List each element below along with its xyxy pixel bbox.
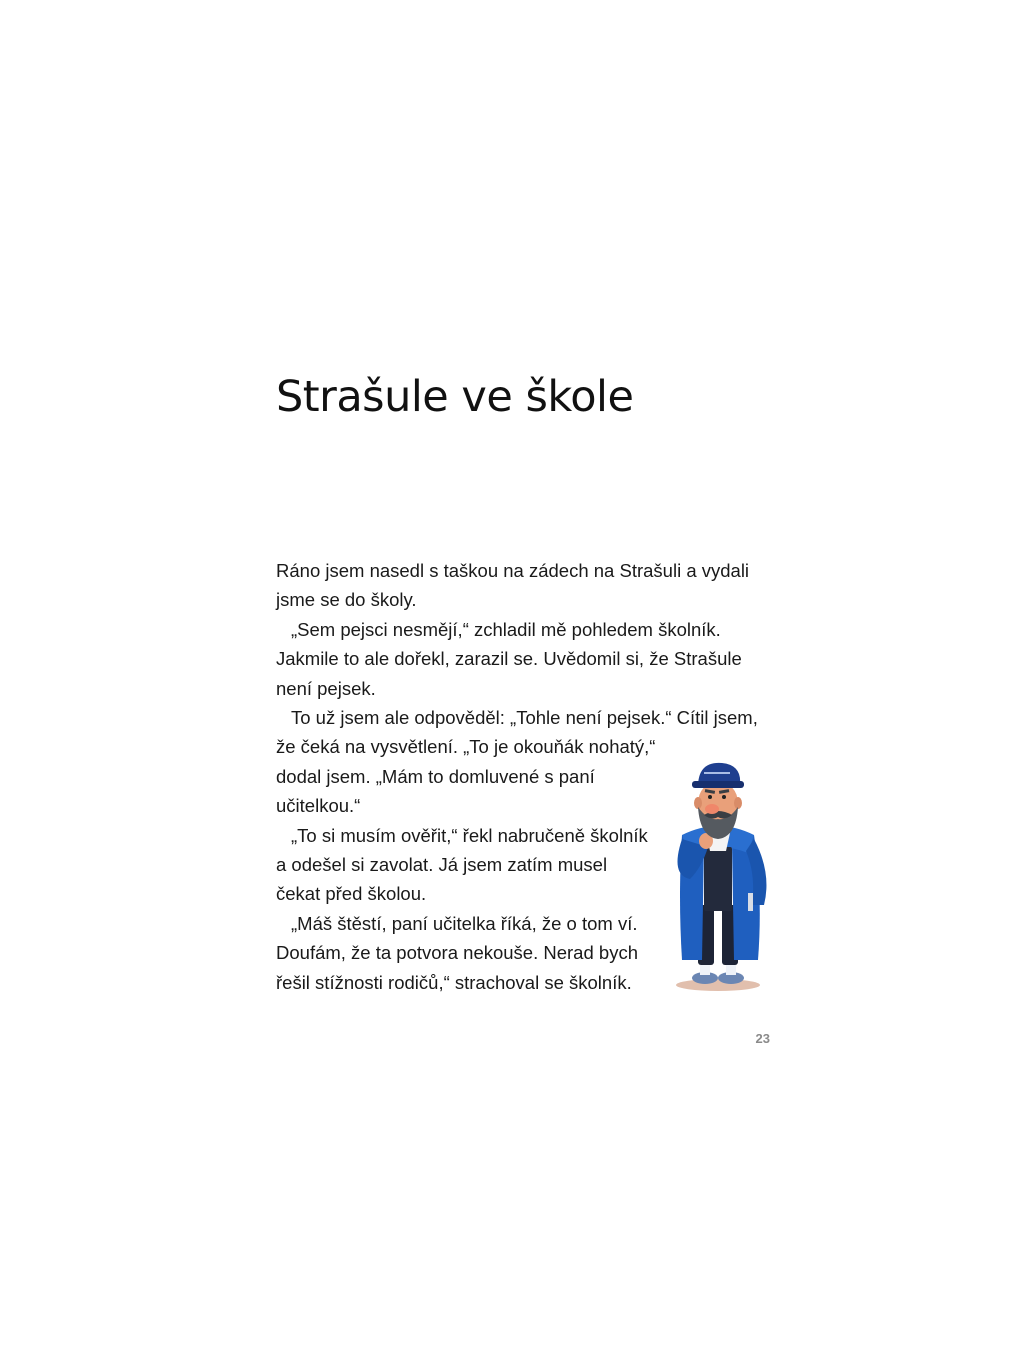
caretaker-illustration (668, 755, 778, 995)
chapter-title: Strašule ve škole (276, 372, 634, 422)
text-line: Jakmile to ale dořekl, zarazil se. Uvědomil si, že Strašule (276, 648, 742, 670)
text-line: čekat před školou. (276, 883, 427, 905)
text-line: Ráno jsem nasedl s taškou na zádech na Strašuli a vydali (276, 560, 750, 581)
page-number: 23 (755, 1031, 770, 1046)
text-line: učitelkou.“ (276, 795, 361, 817)
text-line: To už jsem ale odpověděl: „Tohle není pejsek.“ Cítil jsem, (291, 707, 758, 729)
text-line: Doufám, že ta potvora nekouše. Nerad bych (276, 942, 638, 964)
caretaker-icon (668, 755, 778, 995)
text-line: „Máš štěstí, paní učitelka říká, že o tom ví. (291, 912, 638, 934)
text-line: jsme se do školy. (276, 589, 417, 611)
text-line: dodal jsem. „Mám to domluvené s paní (276, 765, 595, 787)
text-line: není pejsek. (276, 677, 376, 699)
text-line: a odešel si zavolat. Já jsem zatím musel (276, 854, 608, 876)
text-line: „Sem pejsci nesmějí,“ zchladil mě pohledem školník. (291, 618, 721, 640)
text-line: „To si musím ověřit,“ řekl nabručeně školník (291, 824, 648, 846)
text-line: že čeká na vysvětlení. „To je okouňák nohatý,“ (276, 736, 656, 758)
text-line: řešil stížnosti rodičů,“ strachoval se školník. (276, 971, 632, 993)
